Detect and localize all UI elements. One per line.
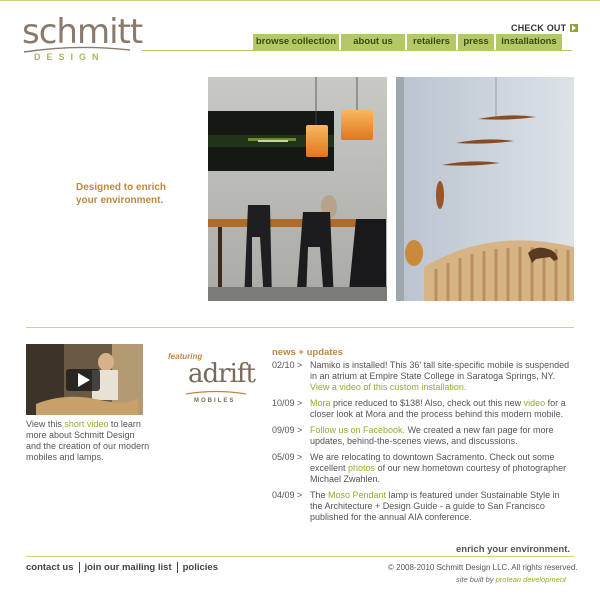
news-text (310, 398, 572, 420)
brand-wordmark: schmitt (22, 12, 143, 52)
news-text (310, 490, 572, 523)
checkout-link[interactable] (511, 23, 578, 33)
news-text (310, 425, 572, 447)
video-caption (26, 419, 151, 463)
adrift-swoosh (184, 390, 248, 398)
site-credit-prefix: site built by (456, 575, 496, 584)
moso-pendant-link[interactable]: Moso Pendant (328, 490, 387, 500)
footer-separator (177, 562, 178, 573)
hero-tagline (76, 181, 166, 207)
nav-installations[interactable]: installations (496, 34, 562, 50)
news-body: of our new hometown courtesy of photographer Michael Zwahlen. (310, 463, 567, 484)
policies-link[interactable]: policies (182, 562, 218, 573)
nav-press[interactable]: press (458, 34, 494, 50)
news-body: The (310, 490, 329, 500)
top-rule (0, 0, 600, 1)
featuring-adrift-logo[interactable] (166, 352, 255, 410)
adrift-wordmark: adrift (188, 359, 255, 389)
news-body: for a closer look at Mora and the process behind this modern mobile. (310, 398, 566, 419)
checkout-label: CHECK OUT (511, 23, 567, 33)
news-item (272, 425, 572, 447)
news-body: We are relocating to downtown Sacramento. Check out some excellent (310, 452, 555, 473)
news-item (272, 452, 572, 485)
news-date: 04/09 > (272, 490, 303, 500)
mora-link[interactable]: Mora (310, 398, 331, 408)
hero-tagline-line1: Designed to enrich (76, 182, 167, 193)
video-caption-tail: to learn more about Schmitt Design and the creation of our modern mobiles and lamps. (26, 419, 150, 462)
news-text (310, 360, 572, 393)
news-item (272, 490, 572, 523)
main-nav (253, 34, 564, 50)
featuring-label: featuring (168, 352, 203, 361)
nav-browse-collection[interactable]: browse collection (253, 34, 339, 50)
news-date: 05/09 > (272, 452, 303, 462)
section-rule (26, 327, 574, 328)
brand-subtitle: DESIGN (34, 52, 105, 62)
footer-rule (26, 556, 574, 557)
facebook-link[interactable]: Follow us on Facebook. (310, 425, 406, 435)
news-heading: news + updates (272, 347, 344, 358)
copyright-text: © 2008-2010 Schmitt Design LLC. All rights reserved. (388, 563, 578, 572)
news-date: 02/10 > (272, 360, 303, 370)
short-video-link[interactable]: short video (64, 419, 109, 429)
mailing-list-link[interactable]: join our mailing list (84, 562, 172, 573)
contact-us-link[interactable]: contact us (26, 562, 74, 573)
news-date: 10/09 > (272, 398, 303, 408)
dining-room-photo (208, 77, 387, 301)
checkout-arrow-icon (570, 24, 578, 32)
installation-video-link[interactable]: View a video of this custom installation. (310, 382, 467, 392)
news-body: lamp is featured under Sustainable Style in the Architecture + Design Guide - a guide to San Francisco published for the annual AIA conference. (310, 490, 560, 522)
news-item (272, 360, 572, 393)
nav-rule (142, 50, 572, 51)
video-thumbnail[interactable] (26, 344, 143, 415)
nav-retailers[interactable]: retailers (407, 34, 456, 50)
nav-about-us[interactable]: about us (341, 34, 405, 50)
news-date: 09/09 > (272, 425, 303, 435)
site-credit (456, 575, 566, 584)
photos-link[interactable]: photos (348, 463, 376, 473)
brand-logo[interactable] (22, 12, 143, 62)
footer-separator (79, 562, 80, 573)
video-caption-lead: View this (26, 419, 65, 429)
hero-tagline-line2: your environment. (76, 195, 164, 206)
mora-video-link[interactable]: video (523, 398, 546, 408)
footer-links (26, 562, 218, 573)
news-list (272, 360, 572, 528)
nursery-photo (396, 77, 574, 301)
footer-slogan: enrich your environment. (456, 544, 571, 555)
adrift-subtitle: MOBILES (194, 398, 236, 404)
news-body: Namiko is installed! This 36' tall site-specific mobile is suspended in an atrium at Empire State College in Saratoga Springs, NY. (310, 360, 570, 381)
protean-development-link[interactable]: protean development (495, 575, 567, 584)
news-text (310, 452, 572, 485)
news-body: We created a new fan page for more updates, behind-the-scenes views, and discussions. (310, 425, 554, 446)
news-body: price reduced to $138! Also, check out this new (330, 398, 524, 408)
news-item (272, 398, 572, 420)
